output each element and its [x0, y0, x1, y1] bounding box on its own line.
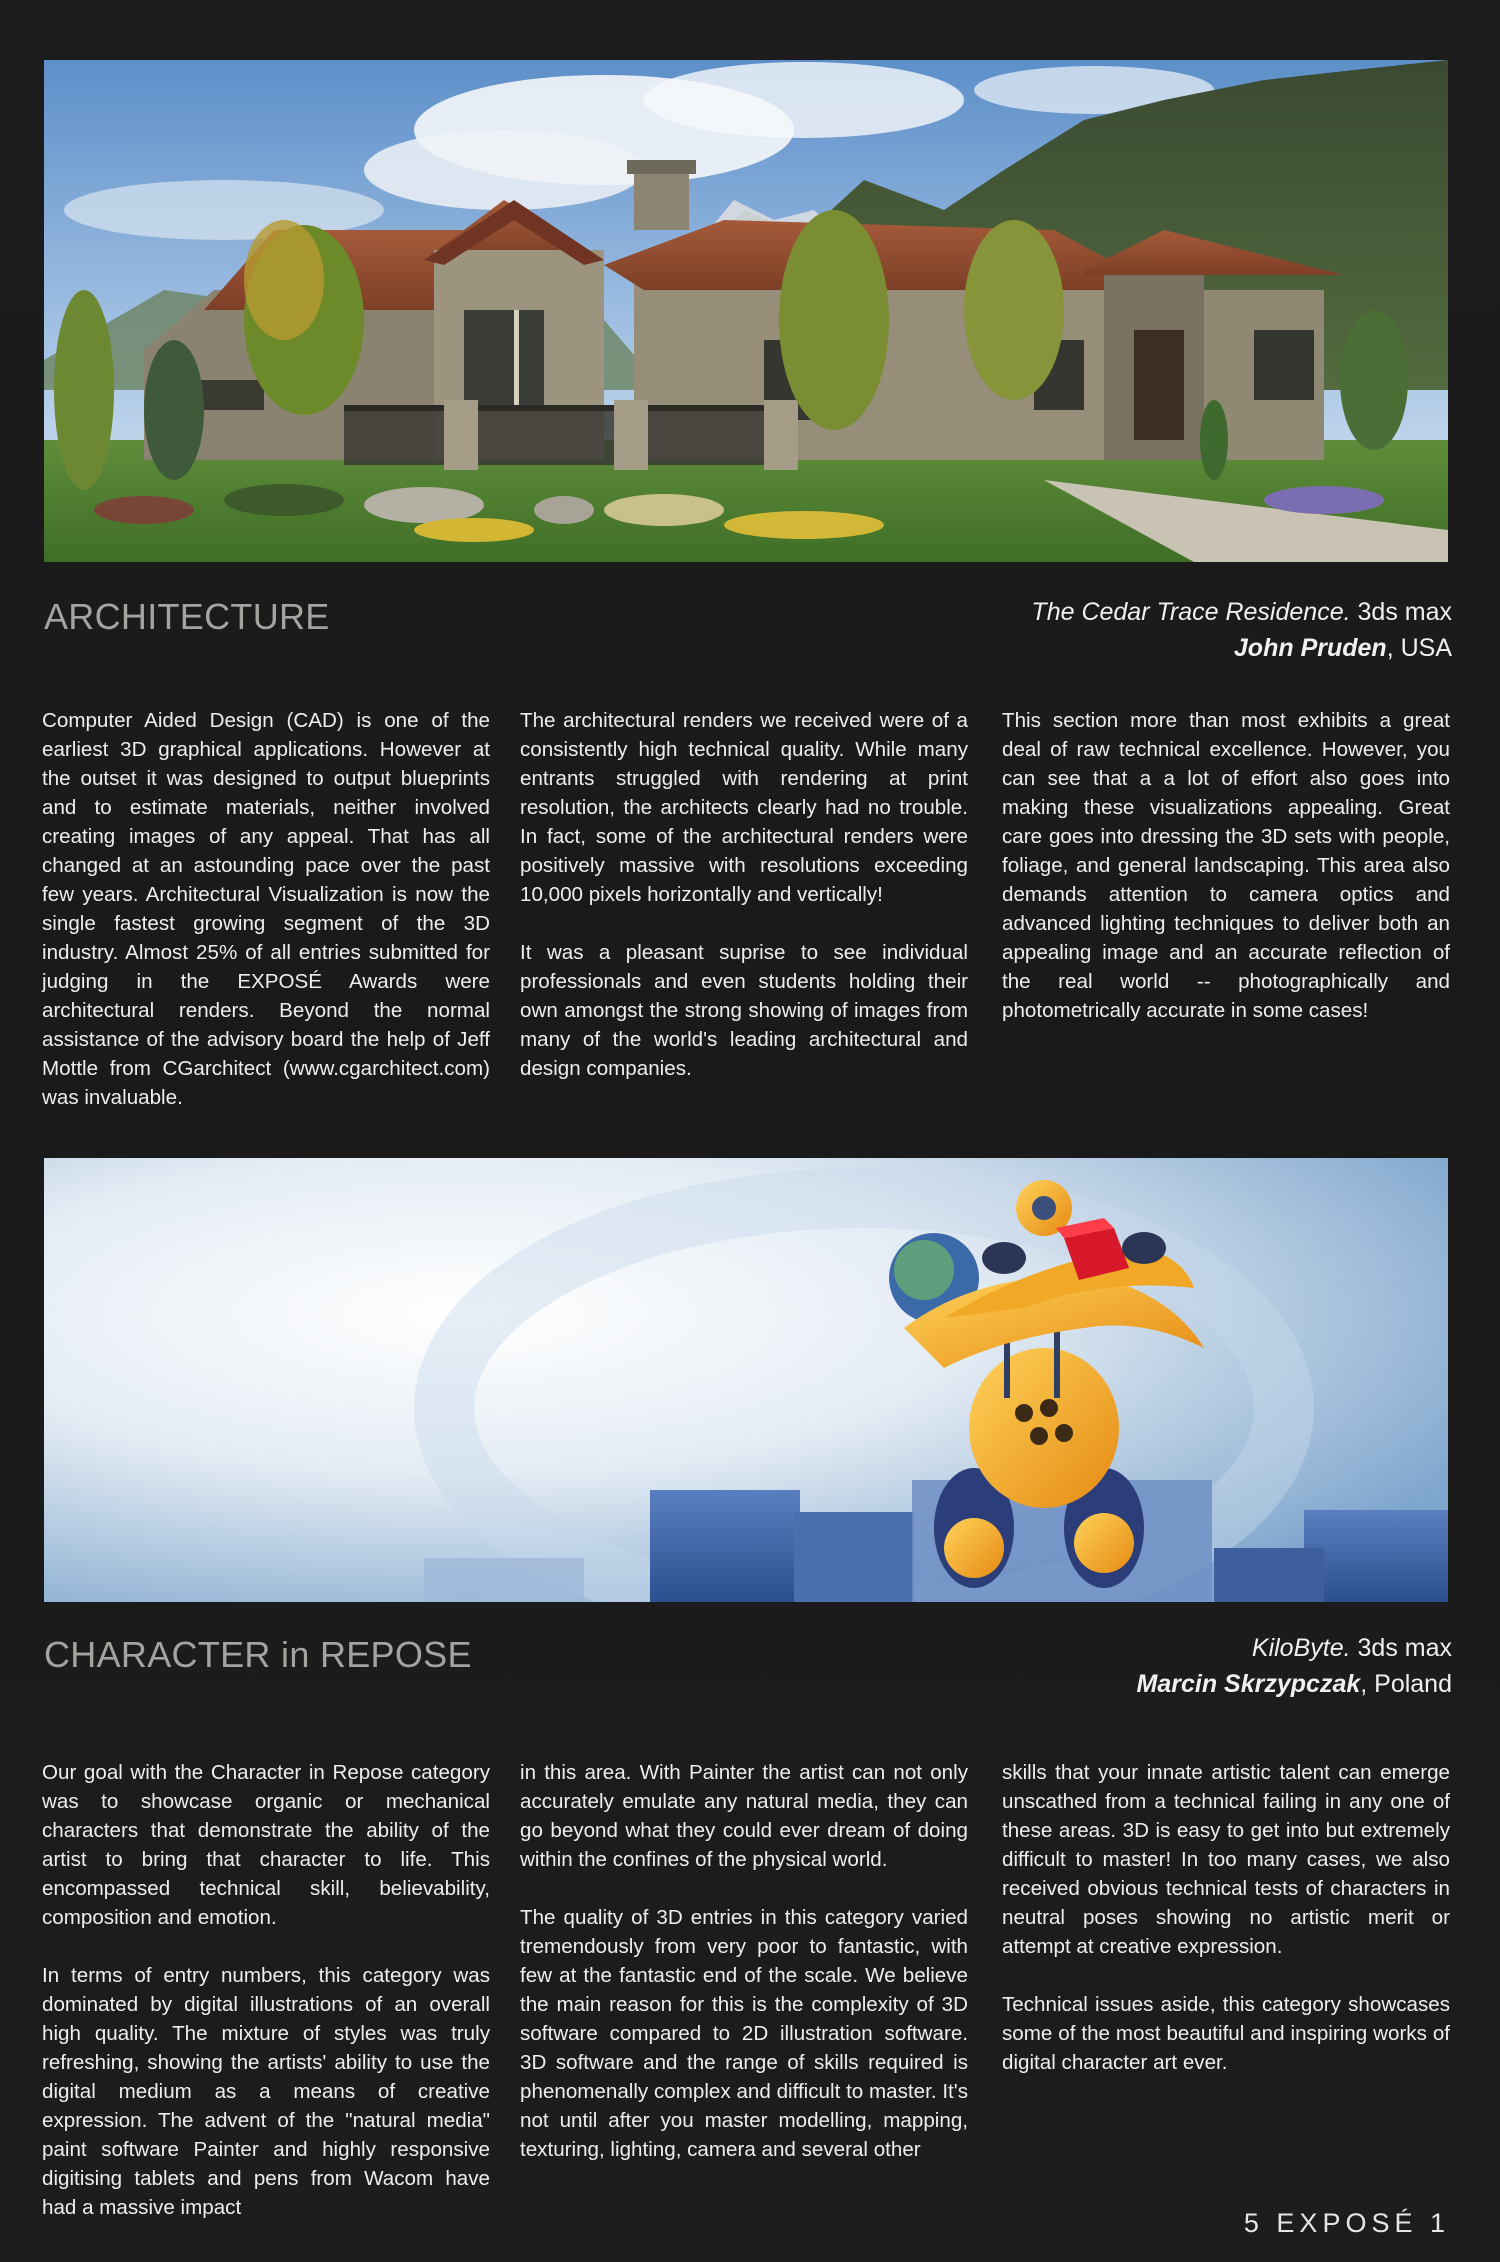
architecture-column-2 [520, 706, 968, 1083]
paragraph: skills that your innate artistic talent can emerge unscathed from a technical failing in any one of these areas. 3D is easy to get into but extremely difficult to master! In too many cases, we also received obvious technical tests of characters in neutral poses showing no artistic merit or attempt at creative expression. [1002, 1761, 1450, 1958]
character-software: 3ds max [1350, 1634, 1452, 1662]
character-work-title: KiloByte. [1251, 1634, 1351, 1662]
character-column-1 [42, 1758, 490, 2222]
character-work-line [1137, 1630, 1452, 1666]
architecture-work-line [1031, 594, 1452, 630]
paragraph: This section more than most exhibits a great deal of raw technical excellence. However, you can see that a a lot of effort also goes into making these visualizations appealing. Great care goes into dressing the 3D sets with people, foliage, and general landscaping. This area also demands attention to camera optics and advanced lighting techniques to deliver both an appealing image and an accurate reflection of the real world -- photographically and photometrically accurate in some cases! [1002, 709, 1450, 1022]
architecture-heading: ARCHITECTURE [44, 596, 330, 637]
character-artist-country: , Poland [1360, 1670, 1452, 1698]
architecture-software: 3ds max [1350, 598, 1452, 626]
character-column-2 [520, 1758, 968, 2164]
character-artist-name: Marcin Skrzypczak [1136, 1670, 1361, 1698]
paragraph: In terms of entry numbers, this category was dominated by digital illustrations of an overall high quality. The mixture of styles was truly refreshing, showing the artists' ability to use the digital medium as a means of creative expression. The advent of the "natural media" paint software Painter and highly responsive digitising tablets and pens from Wacom have had a massive impact [42, 1964, 490, 2219]
paragraph: It was a pleasant suprise to see individual professionals and even students holding their own amongst the strong showing of images from many of the world's leading architectural and design companies. [520, 941, 968, 1080]
paragraph: The architectural renders we received were of a consistently high technical quality. While many entrants struggled with rendering at print resolution, the architects clearly had no trouble. In fact, some of the architectural renders were positively massive with resolutions exceeding 10,000 pixels horizontally and vertically! [520, 709, 968, 906]
paragraph: The quality of 3D entries in this category varied tremendously from very poor to fantastic, with few at the fantastic end of the scale. We believe the main reason for this is the complexity of 3D software compared to 2D illustration software. 3D software and the range of skills required is phenomenally complex and difficult to master. It's not until after you master modelling, mapping, texturing, lighting, camera and several other [520, 1906, 968, 2161]
paragraph: in this area. With Painter the artist can not only accurately emulate any natural media, they can go beyond what they could ever dream of doing within the confines of the physical world. [520, 1761, 968, 1871]
architecture-render-image [44, 60, 1448, 562]
architecture-artist-name: John Pruden [1233, 634, 1387, 662]
architecture-artist-line [1031, 630, 1452, 666]
architecture-credit [1031, 594, 1452, 666]
character-artist-line [1137, 1666, 1452, 1702]
character-column-3 [1002, 1758, 1450, 2077]
paragraph: Technical issues aside, this category showcases some of the most beautiful and inspiring works of digital character art ever. [1002, 1993, 1450, 2074]
architecture-work-title: The Cedar Trace Residence. [1031, 598, 1351, 626]
character-render-image [44, 1158, 1448, 1602]
architecture-column-1 [42, 706, 490, 1112]
character-credit [1137, 1630, 1452, 1702]
architecture-column-3 [1002, 706, 1450, 1025]
architecture-artist-country: , USA [1386, 634, 1452, 662]
page-folio: 5 EXPOSÉ 1 [1243, 2208, 1450, 2238]
character-heading: CHARACTER in REPOSE [44, 1634, 472, 1675]
paragraph: Computer Aided Design (CAD) is one of the earliest 3D graphical applications. However at the outset it was designed to output blueprints and to estimate materials, neither involved creating images of any appeal. That has all changed at an astounding pace over the past few years. Architectural Visualization is now the single fastest growing segment of the 3D industry. Almost 25% of all entries submitted for judging in the EXPOSÉ Awards were architectural renders. Beyond the normal assistance of the advisory board the help of Jeff Mottle from CGarchitect (www.cgarchitect.com) was invaluable. [42, 709, 490, 1109]
paragraph: Our goal with the Character in Repose category was to showcase organic or mechanical characters that demonstrate the ability of the artist to bring that character to life. This encompassed technical skill, believability, composition and emotion. [42, 1761, 490, 1929]
